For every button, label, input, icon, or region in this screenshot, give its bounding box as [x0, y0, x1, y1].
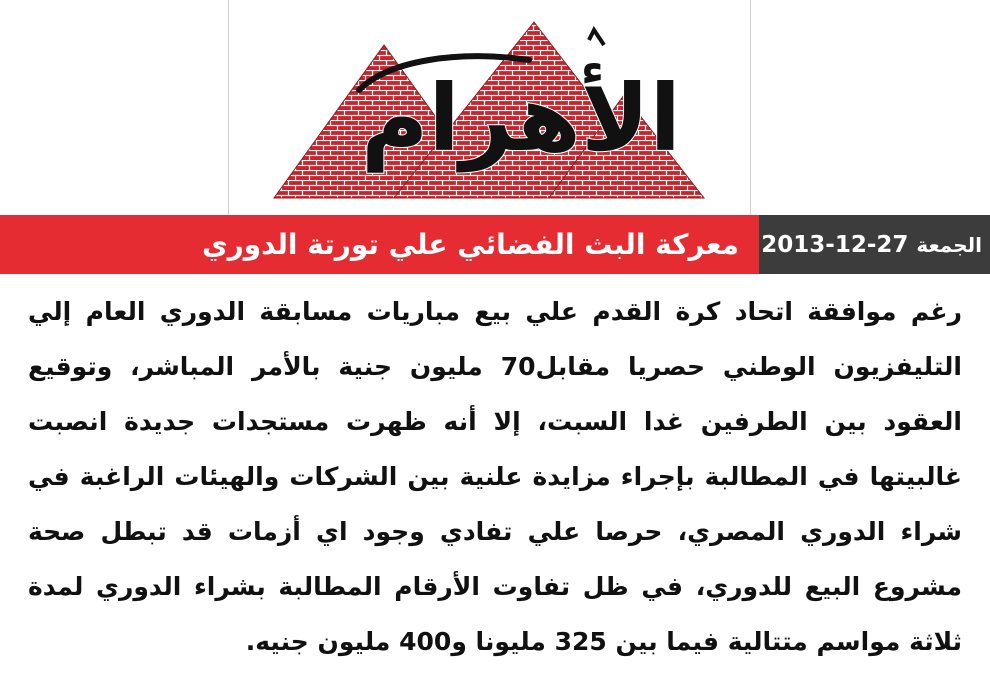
article-title: معركة البث الفضائي علي تورتة الدوري	[202, 228, 739, 261]
article-header	[0, 215, 990, 274]
pyramids-logo-graphic	[229, 0, 750, 215]
article-body: رغم موافقة اتحاد كرة القدم علي بيع مباريات مسابقة الدوري العام إلي التليفزيون الوطني حصريا مقابل70 مليون جنية بالأمر المباشر، وتوقيع العقود بين الطرفين غدا السبت، إلا أنه ظهرت مستجدات جديدة انصبت غالبيتها في المطالبة بإجراء مزايدة علنية بين الشركات والهيئات الراغبة في شراء الدوري المصري، حرصا علي تفادي وجود اي أزمات قد تبطل صحة مشروع البيع للدوري، في ظل تفاوت الأرقام المطالبة بشراء الدوري لمدة ثلاثة مواسم متتالية فيما بين 325 مليونا و400 مليون جنيه.	[28, 297, 963, 656]
publish-date: 2013-12-27	[761, 231, 909, 258]
date-bar	[759, 215, 990, 274]
logo-wordmark: الأهرام	[360, 65, 682, 172]
title-bar	[0, 215, 759, 274]
newspaper-logo	[228, 0, 751, 215]
publish-day: الجمعة	[916, 232, 982, 257]
